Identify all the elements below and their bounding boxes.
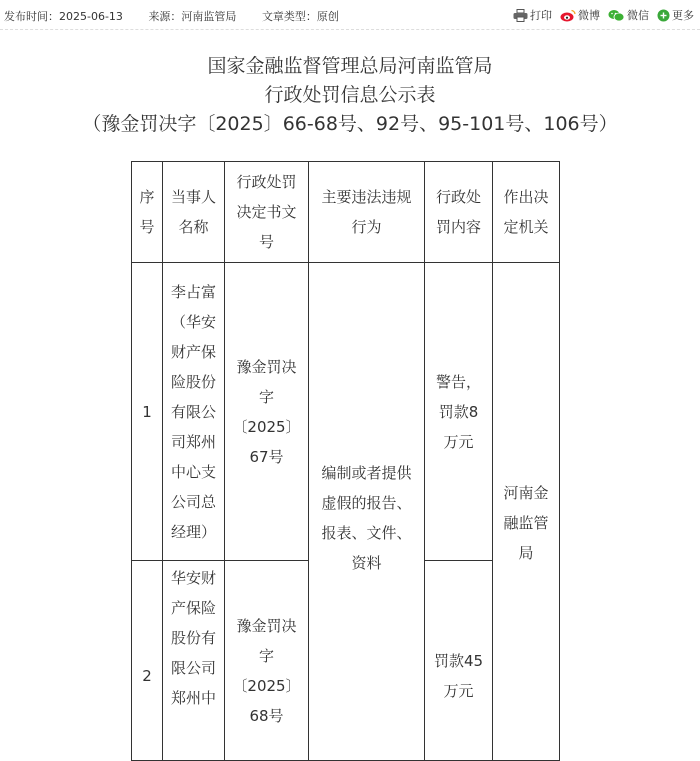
document-title [0, 52, 700, 139]
more-share-button[interactable] [657, 7, 694, 23]
penalty-table [131, 161, 560, 761]
weibo-label: 微博 [578, 9, 600, 22]
header-penalty: 行政处 罚内容 [425, 162, 493, 263]
header-no: 序 号 [132, 162, 163, 263]
wechat-icon [608, 9, 625, 22]
row-1-party: 李占富 （华安 财产保 险股份 有限公 司郑州 中心支 公司总 经理） [163, 263, 225, 561]
row-2-party: 华安财 产保险 股份有 限公司 郑州中 [163, 561, 225, 761]
wechat-label: 微信 [627, 9, 649, 22]
violation-cell: 编制或者提供 虚假的报告、 报表、文件、 资料 [309, 263, 425, 761]
row-1-decision-number: 豫金罚决 字 〔2025〕 67号 [225, 263, 309, 561]
row-2-decision-number: 豫金罚决 字 〔2025〕 68号 [225, 561, 309, 761]
printer-icon [513, 9, 528, 22]
row-1-penalty: 警告， 罚款8 万元 [425, 263, 493, 561]
authority-cell: 河南金 融监管 局 [493, 263, 560, 761]
row-2-penalty: 罚款45 万元 [425, 561, 493, 761]
wechat-share-button[interactable] [608, 7, 649, 23]
row-1-no: 1 [132, 263, 163, 561]
title-decision-numbers: （豫金罚决字〔2025〕66-68号、92号、95-101号、106号） [82, 113, 618, 135]
print-button[interactable] [513, 7, 552, 23]
plus-circle-icon [657, 9, 670, 22]
row-2-no: 2 [132, 561, 163, 761]
more-label: 更多 [672, 9, 694, 22]
table-header-row [132, 162, 560, 263]
table-row [132, 263, 560, 561]
weibo-share-button[interactable] [560, 7, 600, 23]
header-decision-number: 行政处罚 决定书文 号 [225, 162, 309, 263]
publish-time: 发布时间：2025-06-13 [4, 10, 123, 23]
weibo-icon [560, 9, 576, 22]
share-toolbar [505, 7, 694, 23]
title-table-name: 行政处罚信息公示表 [264, 84, 436, 106]
article-meta-info [4, 8, 361, 24]
article-type: 文章类型：原创 [261, 10, 339, 23]
article-source: 来源：河南监管局 [148, 10, 237, 23]
header-violation: 主要违法违规 行为 [309, 162, 425, 263]
header-party: 当事人 名称 [163, 162, 225, 263]
title-agency: 国家金融监督管理总局河南监管局 [207, 55, 493, 77]
article-meta-bar [0, 0, 700, 30]
print-label: 打印 [530, 9, 552, 22]
header-authority: 作出决 定机关 [493, 162, 560, 263]
